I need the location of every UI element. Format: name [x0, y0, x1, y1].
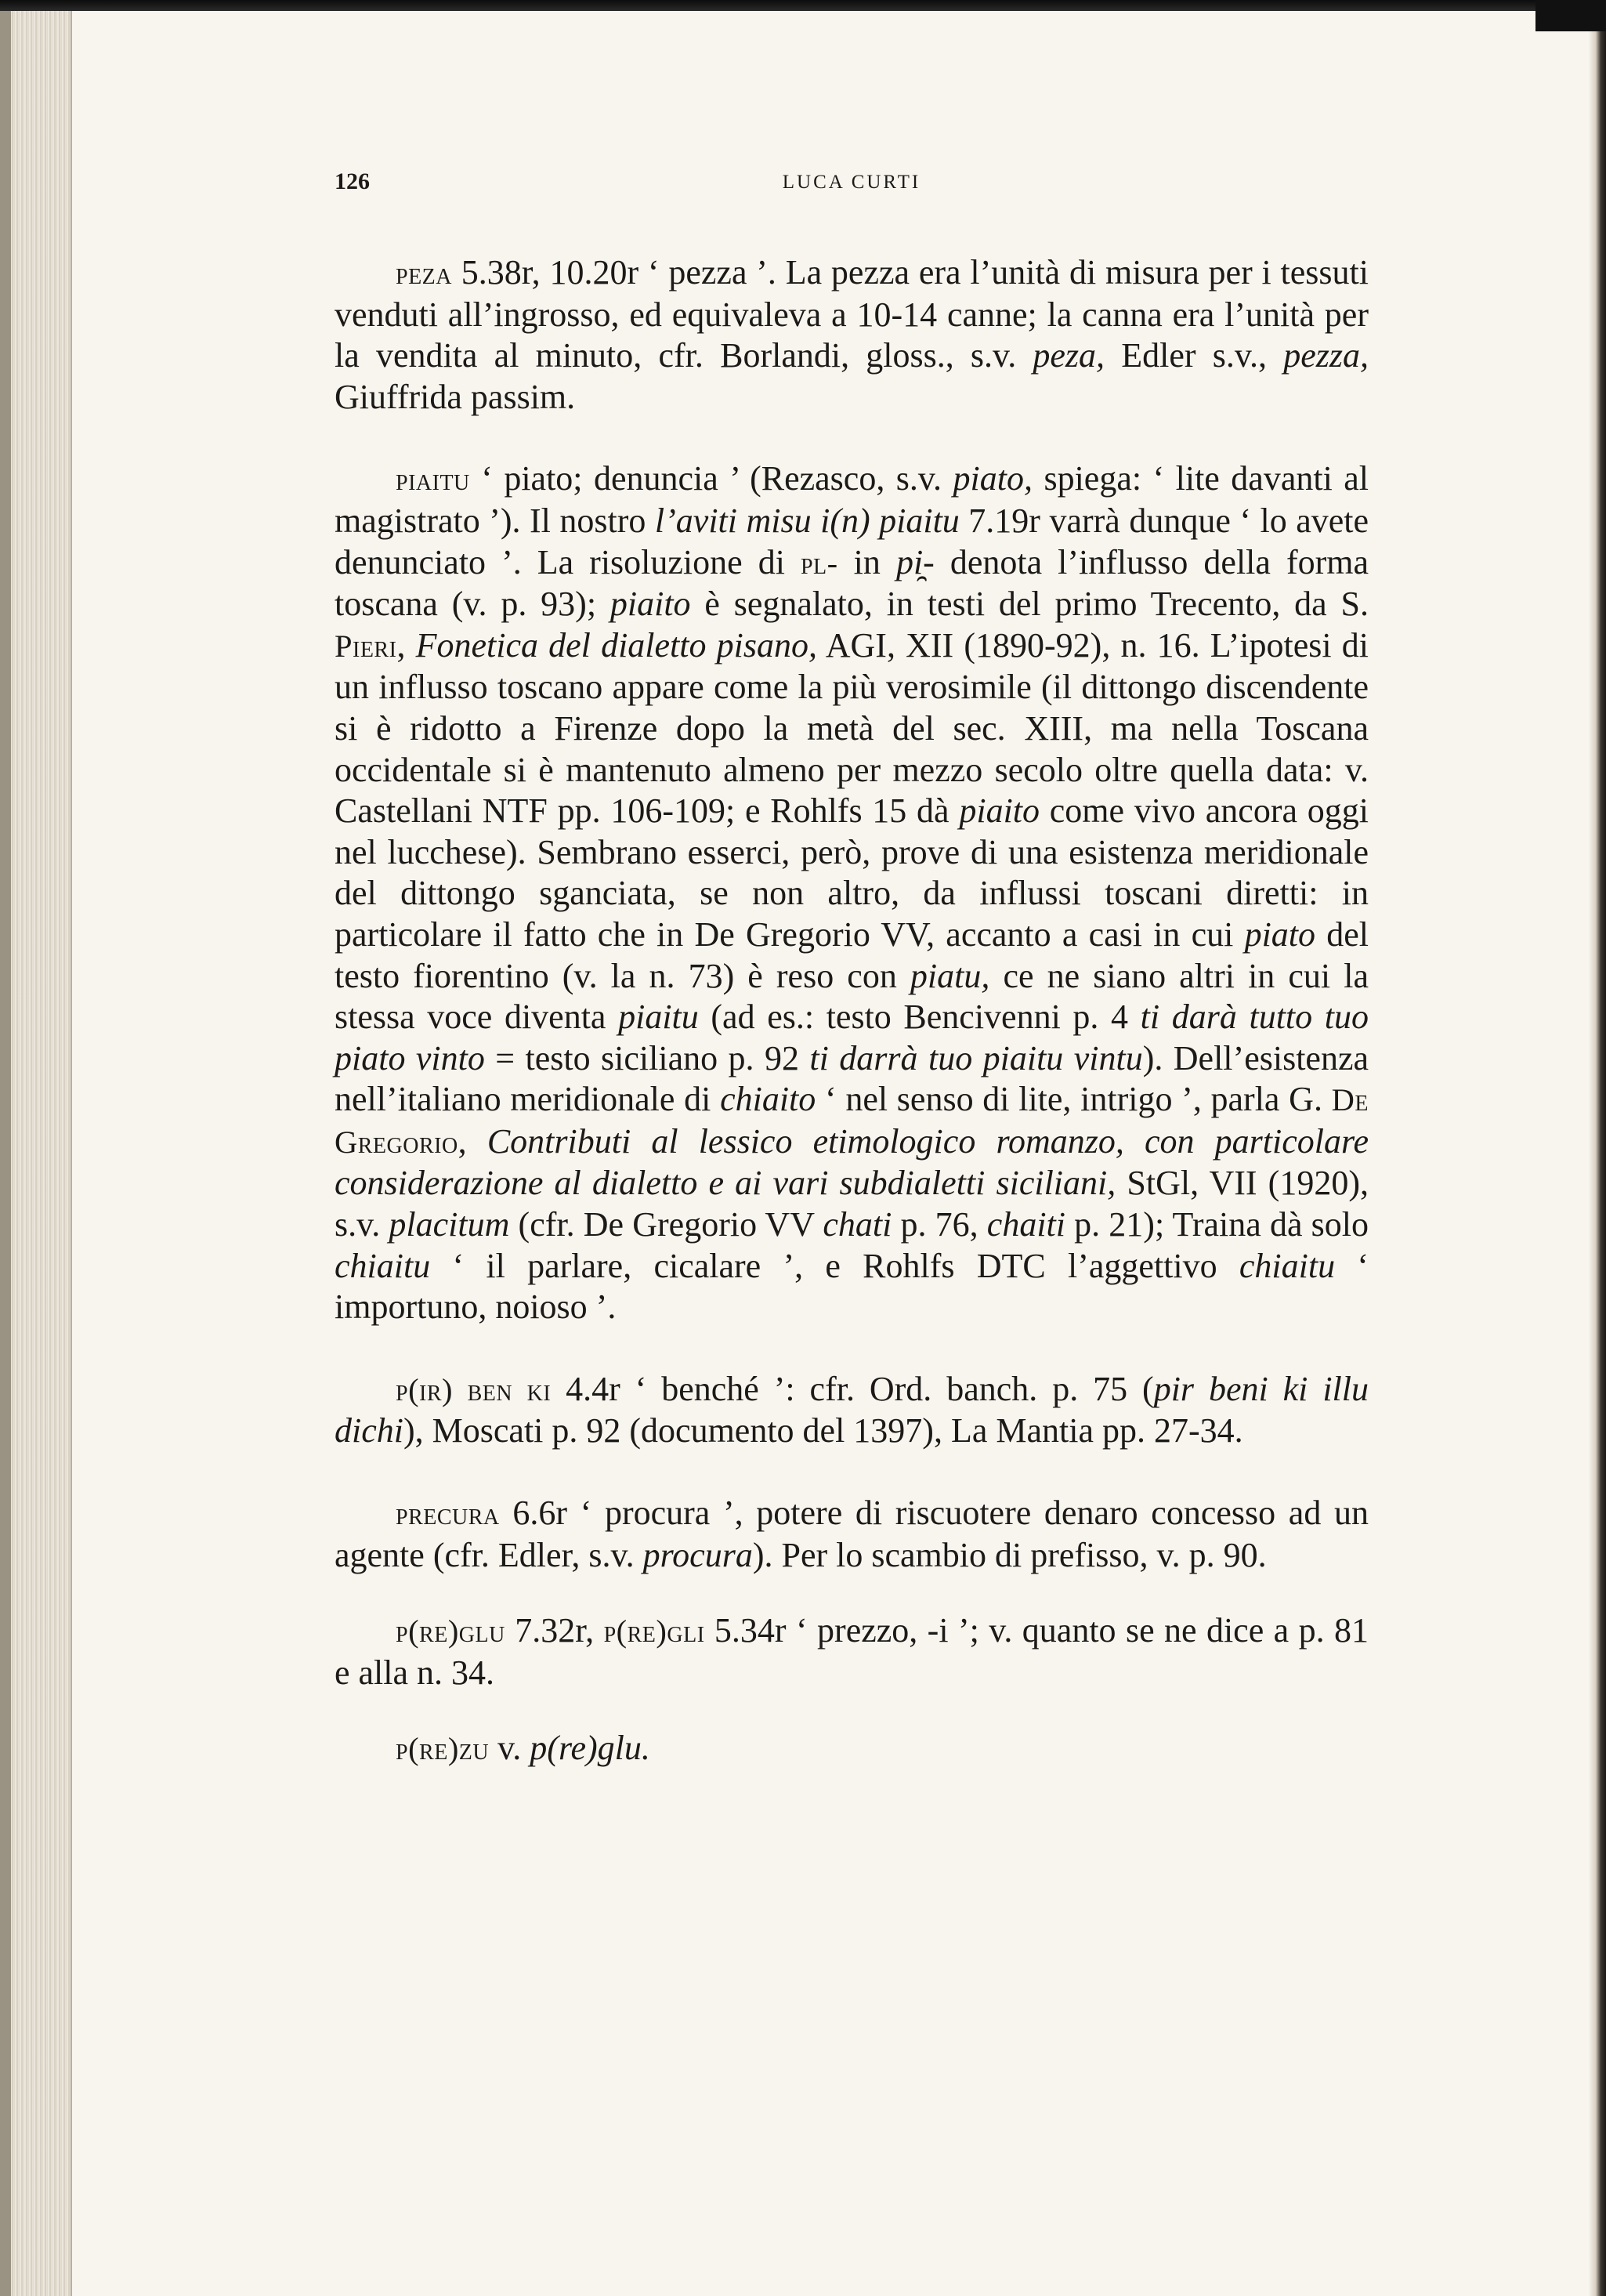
headword: p(ir) ben ki: [396, 1371, 552, 1407]
headword: piaitu: [396, 462, 470, 498]
scan-right-edge: [1589, 31, 1606, 2296]
scan-top-edge: [0, 0, 1606, 11]
glossary-body: [335, 252, 1369, 1770]
book-page-stack: [0, 11, 72, 2296]
headword: precura: [396, 1496, 500, 1532]
glossary-entry-piaitu: piaitu ‘ piato; denuncia ’ (Rezasco, s.v. piato, spiega: ‘ lite davanti al magistrato ’). Il nostro l’aviti misu i(n) piaitu 7.19r varrà dunque ‘ lo avete denunciato ’. La risoluzione di pl- in pi̯- denota l’influsso della forma toscana (v. p. 93); piaito è segnalato, in testi del primo Trecento, da S. Pieri, Fonetica del dialetto pisano, AGI, XII (1890-92), n. 16. L’ipotesi di un influsso toscano appare come la più verosimile (il dittongo discendente si è ridotto a Firenze dopo la metà del sec. XIII, ma nella Toscana occidentale si è mantenuto almeno per mezzo secolo oltre quella data: v. Castellani NTF pp. 106-109; e Rohlfs 15 dà piaito come vivo ancora oggi nel lucchese). Sembrano esserci, però, prove di una esistenza meridionale del dittongo sganciata, se non altro, da influssi toscani diretti: in particolare il fatto che in De Gregorio VV, accanto a casi in cui piato del testo fiorentino (v. la n. 73) è reso con piatu, ce ne siano altri in cui la stessa voce diventa piaitu (ad es.: testo Bencivenni p. 4 ti darà tutto tuo piato vinto = testo siciliano p. 92 ti darrà tuo piaitu vintu). Dell’esistenza nell’italiano meridionale di chiaito ‘ nel senso di lite, intrigo ’, parla G. De Gregorio, Contributi al lessico etimologico romanzo, con particolare considerazione al dialetto e ai vari subdialetti siciliani, StGl, VII (1920), s.v. placitum (cfr. De Gregorio VV chati p. 76, chaiti p. 21); Traina dà solo chiaitu ‘ il parlare, cicalare ’, e Rohlfs DTC l’aggettivo chiaitu ‘ importuno, noioso ’.: [335, 459, 1369, 1327]
glossary-entry-pir-ben-ki: p(ir) ben ki 4.4r ‘ benché ’: cfr. Ord. banch. p. 75 (pir beni ki illu dichi), Moscati p. 92 (documento del 1397), La Mantia pp. 27-34.: [335, 1369, 1369, 1450]
scan-corner-shadow: [1535, 0, 1606, 31]
running-title: LUCA CURTI: [782, 172, 921, 193]
headword: p(re)glu: [396, 1613, 505, 1650]
glossary-entry-precura: precura 6.6r ‘ procura ’, potere di riscuotere denaro concesso ad un agente (cfr. Edler, s.v. procura). Per lo scambio di prefisso, v. p. 90.: [335, 1494, 1369, 1574]
page-number: 126: [335, 168, 370, 194]
glossary-entry-preglu: p(re)glu 7.32r, p(re)gli 5.34r ‘ prezzo, -i ’; v. quanto se ne dice a p. 81 e alla n. 34.: [335, 1611, 1369, 1692]
running-head: [335, 168, 1369, 203]
glossary-entry-prezu: p(re)zu v. p(re)glu.: [396, 1729, 650, 1768]
headword: p(re)zu: [396, 1731, 490, 1767]
headword: peza: [396, 255, 452, 291]
glossary-entry-peza: peza 5.38r, 10.20r ‘ pezza ’. La pezza era l’unità di misura per i tessuti venduti all’ingrosso, ed equivaleva a 10-14 canne; la canna era l’unità per la vendita al minuto, cfr. Borlandi, gloss., s.v. peza, Edler s.v., pezza, Giuffrida passim.: [335, 253, 1369, 416]
